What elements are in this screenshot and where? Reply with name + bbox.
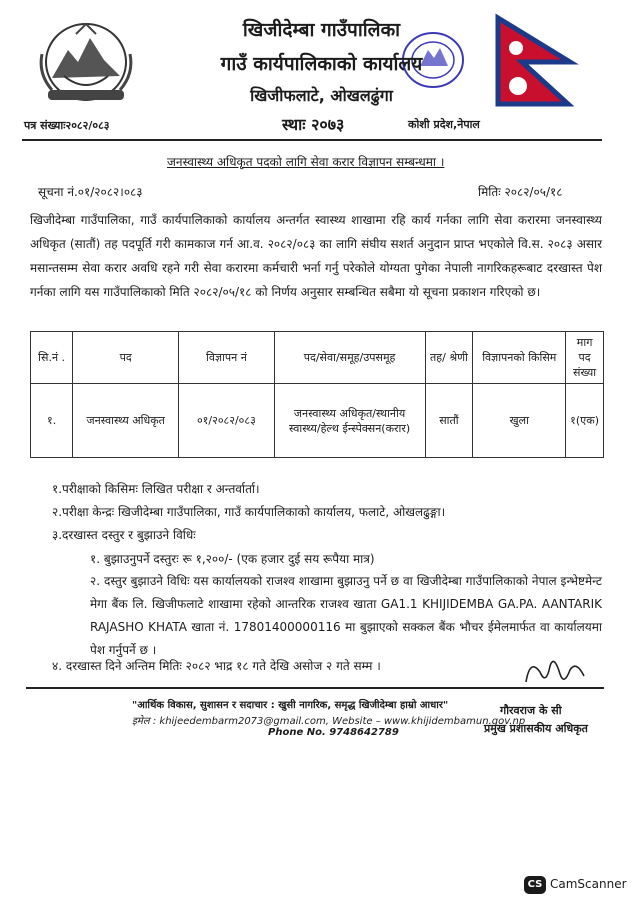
notice-body: खिजीदेम्बा गाउँपालिका, गाउँ कार्यपालिकाको कार्यालय अन्तर्गत स्वास्थ्य शाखामा रहि कार्य गर्नका लागि सेवा करारमा जनस्वास्थ्य अधिकृत (सातौं) तह पदपूर्ति गरी कामकाज गर्न आ.व. २०८२/०८३ का लागि संघीय सशर्त अनुदान प्राप्त भएकोले वि.स. २०८३ असार मसान्तसम्म सेवा करार अवधि रहने गरी सेवा करारमा कर्मचारी भर्ना गर्नु परेकोले योग्यता पुगेका नेपाली नागरिकहरूबाट दरखास्त पेश गर्नका लागि यस गाउँपालिकाको मिति २०८२/०५/१८ को निर्णय अनुसार सम्बन्धित सबैमा यो सूचना प्रकाशन गरिएको छ। [30, 213, 602, 299]
col-ad-number: विज्ञापन नं [179, 332, 274, 384]
cell-service-group: जनस्वास्थ्य अधिकृत/स्थानीय स्वास्थ्य/हेल्थ ईन्स्पेक्सन(करार) [274, 384, 425, 458]
officer-name: गौरवराज के सी [500, 704, 562, 717]
notice-number: सूचना नं.०१/२०८२।०८३ [38, 185, 143, 199]
table-header-row [31, 332, 604, 384]
table-row [31, 384, 604, 458]
vacancy-table [30, 331, 604, 458]
camscanner-logo-icon: CS [524, 876, 546, 894]
cell-post: जनस्वास्थ्य अधिकृत [73, 384, 179, 458]
signature-icon [520, 652, 590, 692]
municipality-name: खिजीदेम्बा गाउँपालिका [242, 19, 401, 41]
exam-center: २.परीक्षा केन्द्रः खिजीदेम्बा गाउँपालिका, गाउँ कार्यपालिकाको कार्यालय, फलाटे, ओखलढुङ्गा। [52, 505, 446, 519]
exam-type: १.परीक्षाको किसिमः लिखित परीक्षा र अन्तर्वार्ता। [52, 482, 260, 496]
office-address: खिजीफलाटे, ओखलढुंगा [250, 86, 393, 105]
col-level: तह/ श्रेणी [425, 332, 473, 384]
province-name: कोशी प्रदेश,नेपाल [408, 118, 480, 131]
fee-method: २. दस्तुर बुझाउने विधिः यस कार्यालयको राजश्व शाखामा बुझाउनु पर्ने छ वा खिजीदेम्बा गाउँपालिकाको नेपाल इन्भेष्टमेन्ट मेगा बैंक लि. खिजीफलाटे शाखामा रहेको आन्तरिक राजश्व खाता GA1.1 KHIJIDEMBA GA.PA. AANTARIK RAJASHO KHATA खाता नं. 17801400000116 मा बुझाएको सक्कल बैंक भौचर ईमेलमार्फत वा कार्यालयमा पेश गर्नुपर्ने छ । [90, 574, 602, 657]
cell-ad-type: खुला [473, 384, 566, 458]
reference-number: पत्र संख्याः२०८२/०८३ [24, 119, 110, 132]
col-service-group: पद/सेवा/समूह/उपसमूह [274, 332, 425, 384]
subject-line: जनस्वास्थ्य अधिकृत पदको लागि सेवा करार विज्ञापन सम्बन्धमा । [167, 155, 445, 169]
cell-serial: १. [31, 384, 73, 458]
col-ad-type: विज्ञापनको किसिम [473, 332, 566, 384]
footer-slogan: "आर्थिक विकास, सुशासन र सदाचार : खुसी नागरिक, समृद्ध खिजीदेम्बा हाम्रो आधार" [132, 700, 449, 711]
footer-divider [26, 687, 604, 689]
col-demand-count: माग पद संख्या [566, 332, 604, 384]
officer-title: प्रमुख प्रशासकीय अधिकृत [484, 722, 588, 735]
office-name: गाउँ कार्यपालिकाको कार्यालय [220, 53, 423, 75]
header-divider [22, 139, 602, 141]
col-post: पद [73, 332, 179, 384]
established-year: स्थाः २०७३ [282, 115, 345, 134]
cell-level: सातौं [425, 384, 473, 458]
notice-date: मितिः २०८२/०५/१८ [478, 185, 563, 199]
cell-ad-number: ०१/२०८२/०८३ [179, 384, 274, 458]
fee-heading: ३.दरखास्त दस्तुर र बुझाउने विधिः [52, 528, 196, 542]
camscanner-watermark: CamScanner [550, 877, 627, 891]
cell-demand-count: १(एक) [566, 384, 604, 458]
fee-amount: १. बुझाउनुपर्ने दस्तुरः रू १,२००/- (एक हजार दुई सय रूपैया मात्र) [90, 552, 375, 566]
col-serial: सि.नं . [31, 332, 73, 384]
footer-contact: इमेल : khijeedembarm2073@gmail.com, Website – www.khijidembamun.gov.np [132, 716, 526, 727]
footer-phone: Phone No. 9748642789 [268, 727, 399, 738]
application-deadline: ४. दरखास्त दिने अन्तिम मितिः २०८२ भाद्र १८ गते देखि असोज २ गते सम्म । [52, 659, 381, 673]
